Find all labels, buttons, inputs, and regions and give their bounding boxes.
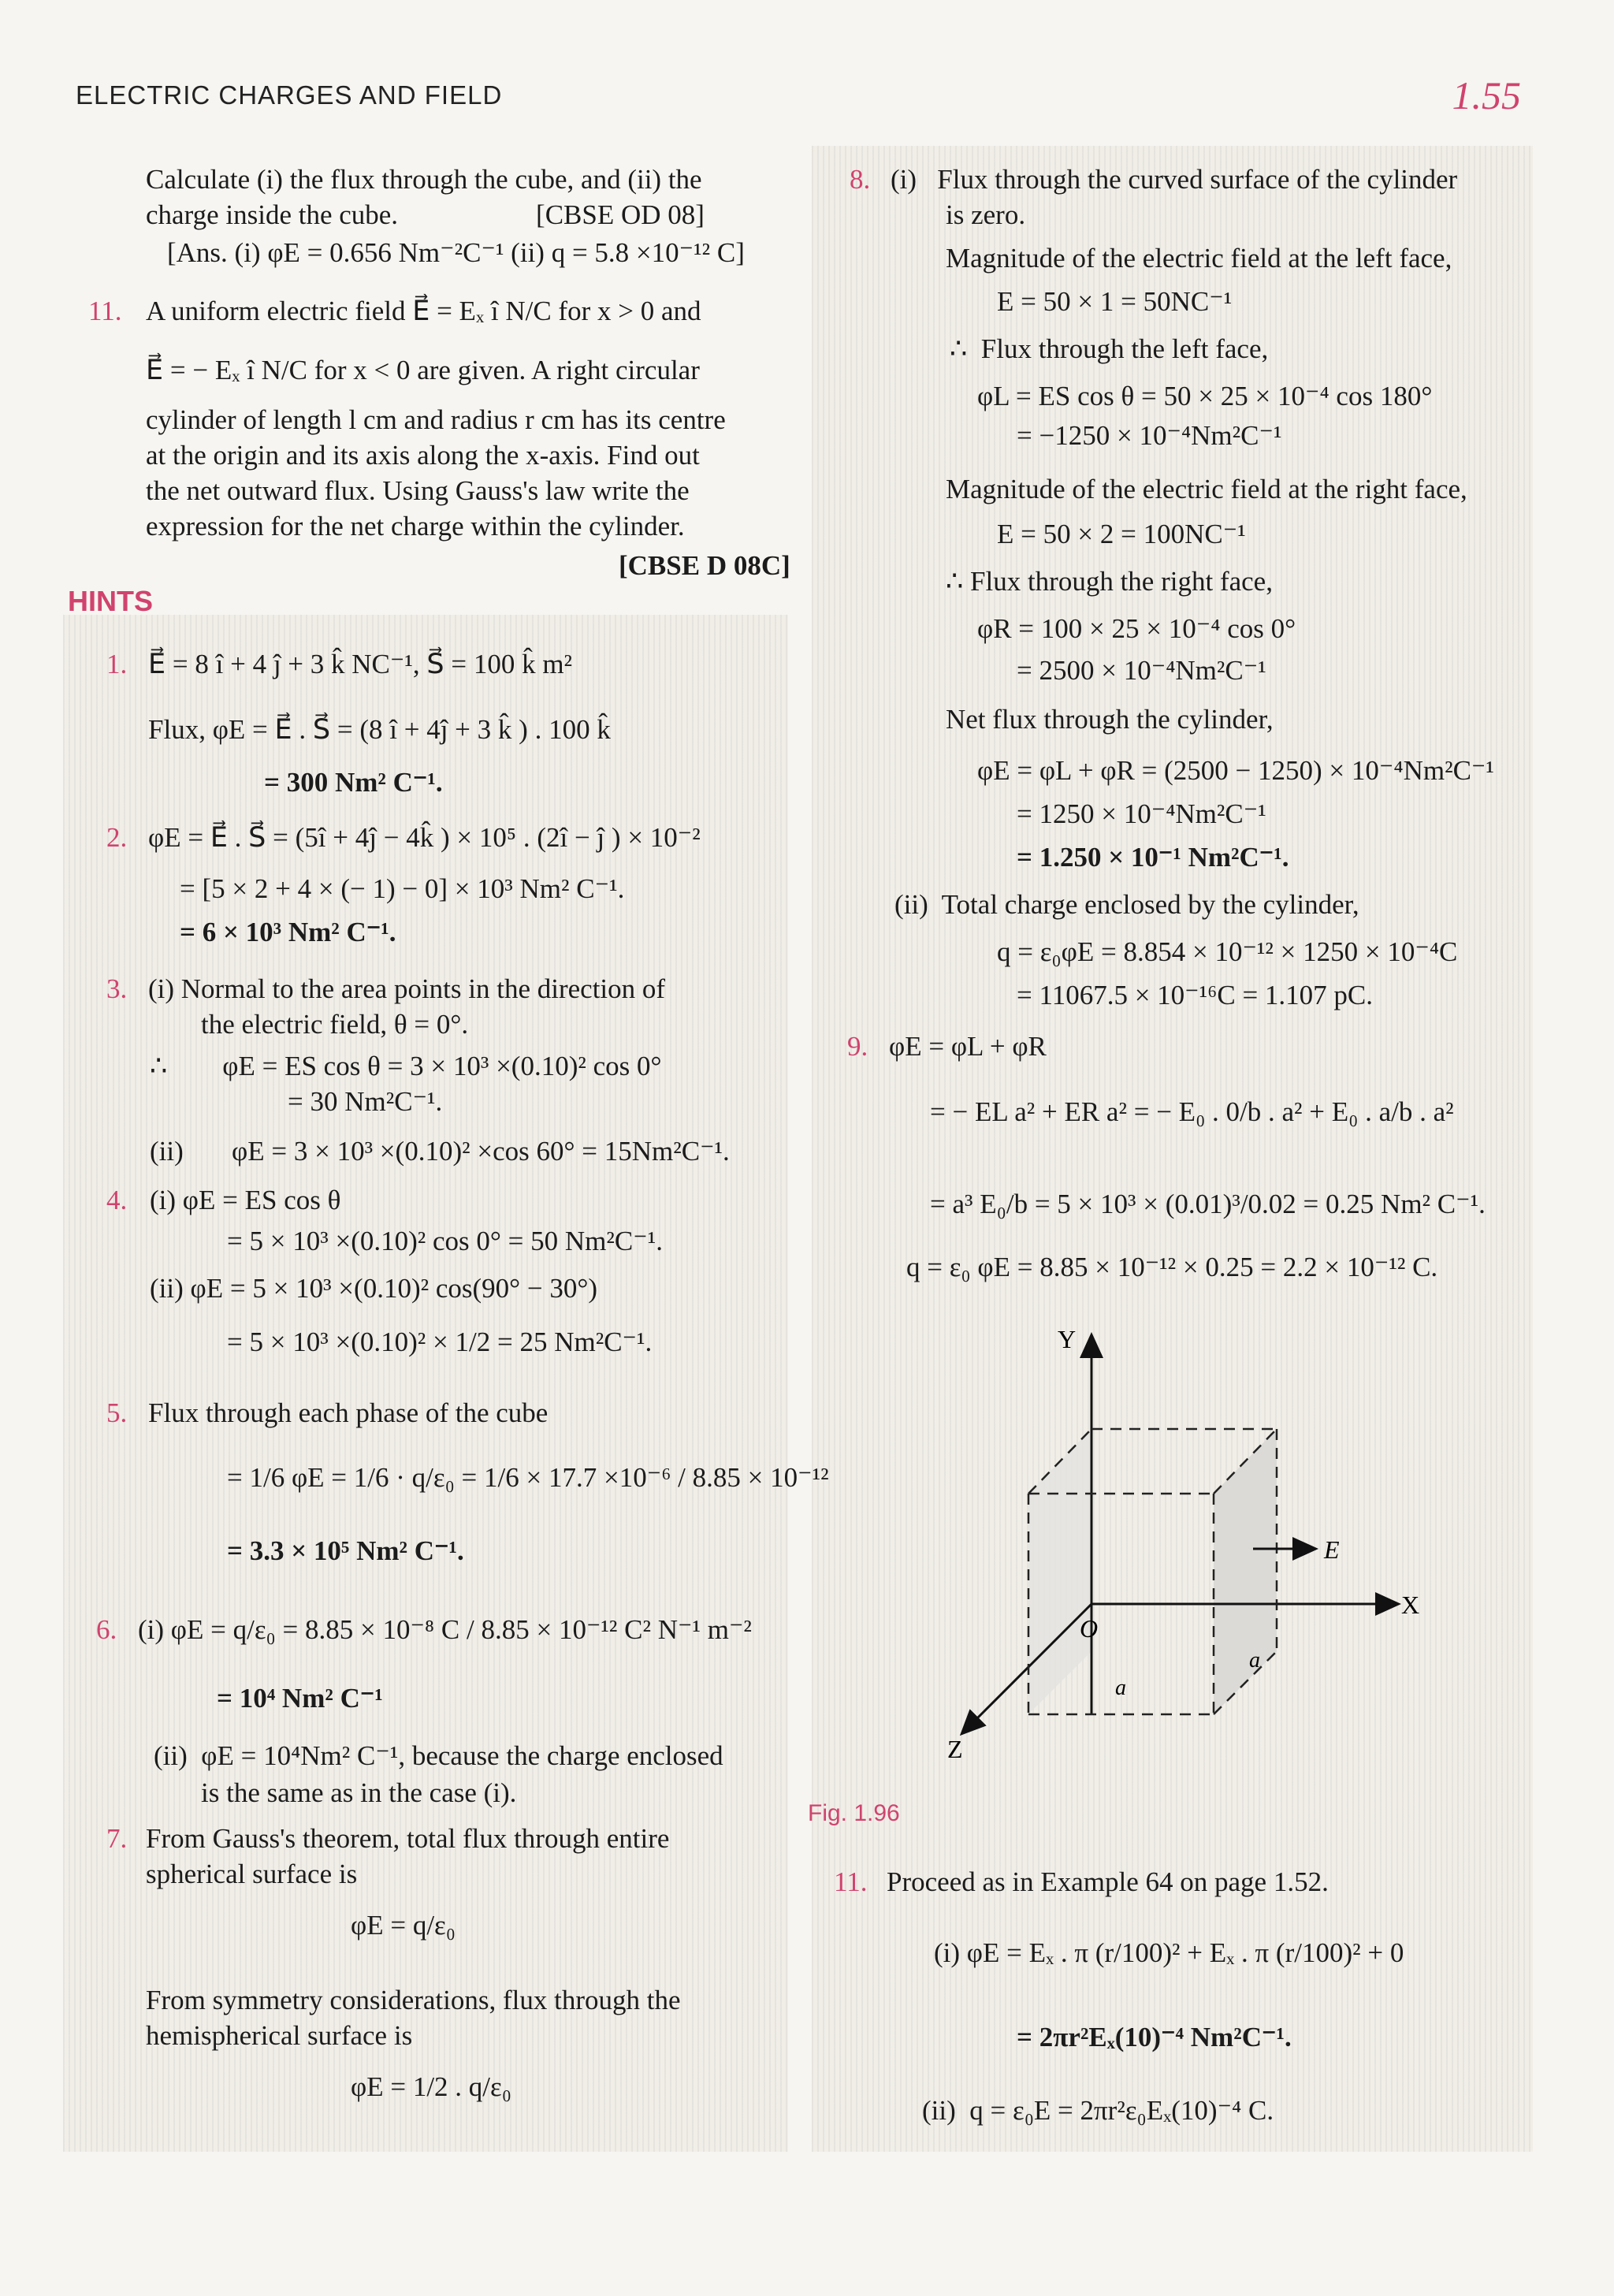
q10-answer: [Ans. (i) φE = 0.656 Nm⁻²C⁻¹ (ii) q = 5.8 ×10⁻¹² C] (167, 237, 745, 268)
hint-8-result: = 1.250 × 10⁻¹ Nm²C⁻¹. (1017, 842, 1289, 873)
q11-line-3: cylinder of length l cm and radius r cm has its centre (146, 404, 726, 435)
hint-3-line-2: the electric field, θ = 0°. (201, 1009, 469, 1040)
hint-6-number: 6. (96, 1614, 117, 1645)
q10-line-2: charge inside the cube. [CBSE OD 08] (146, 199, 705, 230)
hint-11-number: 11. (834, 1866, 868, 1897)
q11-line-1: A uniform electric field E⃗ = Eₓ î N/C for x > 0 and (146, 296, 701, 326)
hint-2-number: 2. (106, 822, 128, 853)
hint-4-line-2: = 5 × 10³ ×(0.10)² cos 0° = 50 Nm²C⁻¹. (227, 1226, 663, 1256)
q11-source: [CBSE D 08C] (619, 550, 790, 581)
e-field-label: E (1324, 1535, 1340, 1564)
hint-9-line-1: φE = φL + φR (889, 1031, 1047, 1062)
hint-7-line-5: hemispherical surface is (146, 2020, 413, 2051)
hint-4-number: 4. (106, 1185, 128, 1215)
hint-8-line-15: = 1250 × 10⁻⁴Nm²C⁻¹ (1017, 798, 1266, 829)
hint-7-eq-1: φE = q/ε₀ (351, 1910, 456, 1941)
hint-8-line-10: ∴ Flux through the right face, (946, 566, 1273, 597)
origin-label: O (1080, 1614, 1099, 1643)
y-axis-label: Y (1058, 1325, 1077, 1353)
hint-3-number: 3. (106, 973, 128, 1004)
hint-7-line-4: From symmetry considerations, flux through the (146, 1985, 681, 2015)
hint-7-line-1: From Gauss's theorem, total flux through entire (146, 1823, 670, 1854)
hint-9-line-3: = a³ E₀/b = 5 × 10³ × (0.01)³/0.02 = 0.25 Nm² C⁻¹. (930, 1189, 1486, 1219)
hint-4-line-4: = 5 × 10³ ×(0.10)² × 1/2 = 25 Nm²C⁻¹. (227, 1327, 653, 1357)
hint-5-line-1: Flux through each phase of the cube (148, 1397, 549, 1428)
hint-8-line-18: q = ε₀φE = 8.854 × 10⁻¹² × 1250 × 10⁻⁴C (997, 936, 1458, 967)
hint-9-line-2: = − EL a² + ER a² = − E₀ . 0/b . a² + E₀ . a/b . a² (930, 1096, 1454, 1127)
hint-6-line-4: is the same as in the case (i). (201, 1777, 517, 1808)
hint-8-line-13: Net flux through the cylinder, (946, 704, 1274, 735)
hint-3-line-3: ∴ φE = ES cos θ = 3 × 10³ ×(0.10)² cos 0° (150, 1051, 662, 1081)
hint-6-line-1: (i) φE = q/ε₀ = 8.85 × 10⁻⁸ C / 8.85 × 10⁻¹² C² N⁻¹ m⁻² (138, 1614, 752, 1645)
q10-line-1: Calculate (i) the flux through the cube, and (ii) the (146, 164, 702, 195)
hint-3-line-5: (ii) φE = 3 × 10³ ×(0.10)² ×cos 60° = 15Nm²C⁻¹. (150, 1136, 730, 1167)
hint-1-line-2: Flux, φE = E⃗ . S⃗ = (8 î + 4ĵ + 3 k̂ ) . 100 k̂ (148, 714, 611, 745)
x-axis-label: X (1401, 1591, 1420, 1619)
hint-8-line-9: E = 50 × 2 = 100NC⁻¹ (997, 519, 1246, 549)
q11-line-5: the net outward flux. Using Gauss's law write the (146, 475, 690, 506)
hint-8-line-17: (ii) Total charge enclosed by the cylinder, (894, 889, 1359, 920)
hint-2-result: = 6 × 10³ Nm² C⁻¹. (180, 917, 396, 947)
q11-line-2: E⃗ = − Eₓ î N/C for x < 0 are given. A right circular (146, 355, 700, 385)
hint-1-line-1: E⃗ = 8 î + 4 ĵ + 3 k̂ NC⁻¹, S⃗ = 100 k̂ m² (148, 649, 573, 679)
hint-6-line-3: (ii) φE = 10⁴Nm² C⁻¹, because the charge enclosed (154, 1740, 723, 1771)
hint-8-line-4: E = 50 × 1 = 50NC⁻¹ (997, 286, 1233, 317)
hint-8-line-11: φR = 100 × 25 × 10⁻⁴ cos 0° (977, 613, 1296, 644)
hint-8-line-1: (i) Flux through the curved surface of the cylinder (891, 164, 1458, 195)
edge-a-bottom-label: a (1115, 1676, 1126, 1700)
hint-4-line-1: (i) φE = ES cos θ (150, 1185, 341, 1215)
hint-3-line-1: (i) Normal to the area points in the direction of (148, 973, 666, 1004)
hint-7-number: 7. (106, 1823, 128, 1854)
hint-4-line-3: (ii) φE = 5 × 10³ ×(0.10)² cos(90° − 30°) (150, 1273, 598, 1304)
hint-9-line-4: q = ε₀ φE = 8.85 × 10⁻¹² × 0.25 = 2.2 × 10⁻¹² C. (906, 1252, 1438, 1282)
hint-5-number: 5. (106, 1397, 128, 1428)
hint-11-line-2: (i) φE = Eₓ . π (r/100)² + Eₓ . π (r/100)² + 0 (934, 1937, 1404, 1968)
hint-1-number: 1. (106, 649, 128, 679)
cube-left-face (1028, 1429, 1091, 1714)
hint-8-line-19: = 11067.5 × 10⁻¹⁶C = 1.107 pC. (1017, 980, 1374, 1010)
hint-3-line-4: = 30 Nm²C⁻¹. (288, 1086, 443, 1117)
hint-11-line-1: Proceed as in Example 64 on page 1.52. (887, 1866, 1329, 1897)
edge-a-side-label: a (1249, 1648, 1260, 1673)
page-header-title: ELECTRIC CHARGES AND FIELD (76, 80, 503, 110)
hint-8-line-3: Magnitude of the electric field at the left face, (946, 243, 1452, 274)
cube-right-face (1214, 1429, 1277, 1714)
hint-9-number: 9. (847, 1031, 868, 1062)
hint-8-line-5: ∴ Flux through the left face, (950, 333, 1269, 364)
hint-5-result: = 3.3 × 10⁵ Nm² C⁻¹. (227, 1535, 464, 1566)
hints-heading: HINTS (68, 585, 153, 617)
page-number: 1.55 (1452, 73, 1521, 117)
hint-5-line-2: = 1/6 φE = 1/6 · q/ε₀ = 1/6 × 17.7 ×10⁻⁶ / 8.85 × 10⁻¹² (227, 1462, 829, 1493)
hint-8-line-8: Magnitude of the electric field at the right face, (946, 474, 1467, 504)
hint-1-result: = 300 Nm² C⁻¹. (264, 767, 443, 798)
q11-line-4: at the origin and its axis along the x-axis. Find out (146, 440, 700, 471)
hint-8-line-14: φE = φL + φR = (2500 − 1250) × 10⁻⁴Nm²C⁻¹ (977, 755, 1494, 786)
z-axis-label: Z (947, 1735, 963, 1763)
q11-line-6: expression for the net charge within the cylinder. (146, 511, 685, 541)
figure-caption: Fig. 1.96 (808, 1800, 900, 1826)
hint-8-number: 8. (850, 164, 871, 195)
hint-11-line-3: = 2πr²Eₓ(10)⁻⁴ Nm²C⁻¹. (1017, 2022, 1292, 2052)
hint-2-line-1: φE = E⃗ . S⃗ = (5î + 4ĵ − 4k̂ ) × 10⁵ . (2î − ĵ ) × 10⁻² (148, 822, 701, 853)
hint-11-line-4: (ii) q = ε₀E = 2πr²ε₀Eₓ(10)⁻⁴ C. (922, 2095, 1274, 2126)
hint-8-line-6: φL = ES cos θ = 50 × 25 × 10⁻⁴ cos 180° (977, 381, 1433, 411)
hint-7-line-2: spherical surface is (146, 1859, 358, 1889)
hint-6-result: = 10⁴ Nm² C⁻¹ (217, 1683, 383, 1714)
hint-2-line-2: = [5 × 2 + 4 × (− 1) − 0] × 10³ Nm² C⁻¹. (180, 873, 625, 904)
cube-figure (947, 1320, 1458, 1777)
q11-number: 11. (88, 296, 122, 326)
hint-8-line-7: = −1250 × 10⁻⁴Nm²C⁻¹ (1017, 420, 1282, 451)
hint-7-eq-2: φE = 1/2 . q/ε₀ (351, 2071, 511, 2102)
hint-8-line-2: is zero. (946, 199, 1026, 230)
hint-8-line-12: = 2500 × 10⁻⁴Nm²C⁻¹ (1017, 655, 1266, 686)
